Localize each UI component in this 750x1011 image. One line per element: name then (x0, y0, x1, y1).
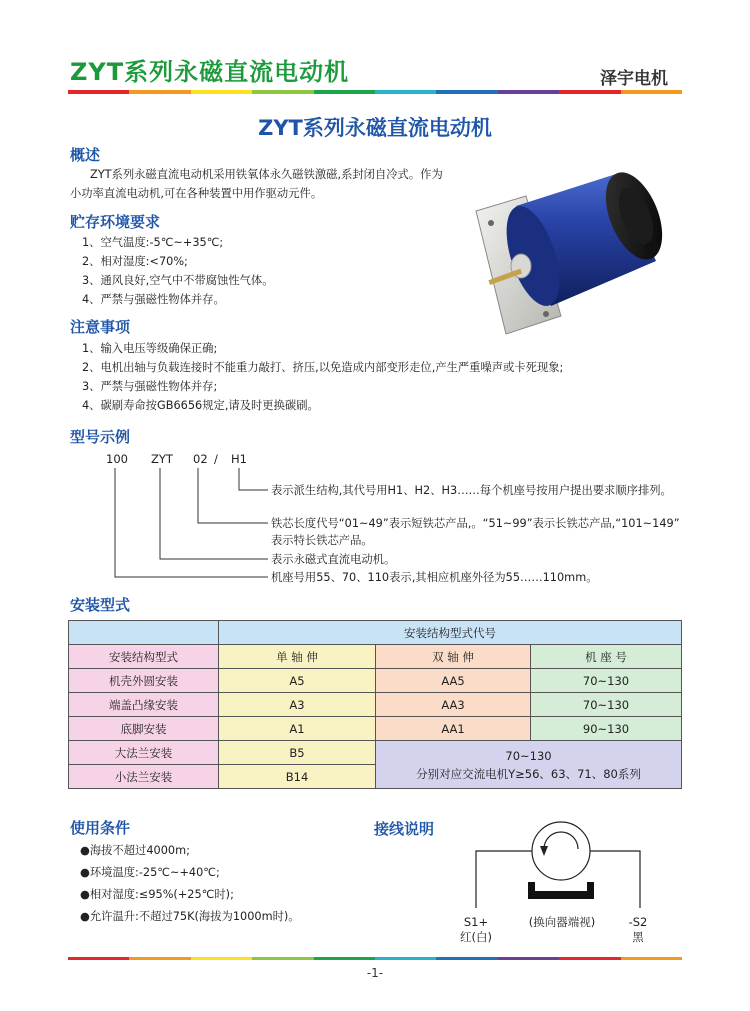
desc-type: 表示永磁式直流电动机。 (271, 553, 396, 566)
list-item: 1、输入电压等级确保正确; (82, 342, 218, 355)
table-cell: 70~130 (531, 693, 682, 717)
list-item: 2、相对湿度:<70%; (82, 255, 188, 268)
list-item: 3、通风良好,空气中不带腐蚀性气体。 (82, 274, 274, 287)
company-name: 泽宇电机 (600, 69, 668, 89)
model-example-heading: 型号示例 (70, 428, 131, 446)
list-item: ●海拔不超过4000m; (80, 844, 190, 857)
table-cell: A5 (219, 669, 376, 693)
model-code-derived: H1 (231, 452, 247, 466)
table-cell: 端盖凸缘安装 (69, 693, 219, 717)
desc-frame: 机座号用55、70、110表示,其相应机座外径为55……110mm。 (271, 571, 598, 584)
table-cell: 大法兰安装 (69, 741, 219, 765)
table-cell: 机壳外圆安装 (69, 669, 219, 693)
mounting-heading: 安装型式 (70, 596, 131, 614)
table-cell: AA1 (376, 717, 531, 741)
model-code-type: ZYT (151, 452, 173, 466)
notes-heading: 注意事项 (70, 318, 131, 336)
merged-line-2: 分别对应交流电机Y≥56、63、71、80系列 (416, 766, 641, 781)
terminal-s2: -S2 (628, 915, 648, 929)
overview-heading: 概述 (70, 146, 101, 164)
overview-line-1: ZYT系列永磁直流电动机采用铁氧体永久磁铁激磁,系封闭自冷式。作为 (90, 168, 443, 181)
commutator-end-view-label: (换向器端视) (528, 915, 596, 929)
list-item: 4、碳刷寿命按GB6656规定,请及时更换碳刷。 (82, 399, 319, 412)
table-merged-cell (376, 741, 682, 789)
table-cell: 90~130 (531, 717, 682, 741)
list-item: 2、电机出轴与负载连接时不能重力敲打、挤压,以免造成内部变形走位,产生严重噪声或卡死现象; (82, 361, 564, 374)
overview-line-2: 小功率直流电动机,可在各种装置中用作驱动元件。 (70, 187, 323, 200)
usage-list (80, 840, 300, 928)
page-title: ZYT系列永磁直流电动机 (258, 116, 492, 140)
table-cell: 70~130 (531, 669, 682, 693)
table-cell: 底脚安装 (69, 717, 219, 741)
table-row (69, 693, 682, 717)
table-cell: AA5 (376, 669, 531, 693)
table-cell: B5 (219, 741, 376, 765)
desc-core-line-2: 表示特长铁芯产品。 (271, 534, 373, 547)
wiring-heading: 接线说明 (374, 820, 435, 838)
table-row (69, 621, 682, 645)
usage-heading: 使用条件 (70, 819, 131, 837)
model-code-core: 02 (193, 452, 208, 466)
list-item: 1、空气温度:-5℃~+35℃; (82, 236, 224, 249)
terminal-s2-color: 黑 (632, 930, 644, 944)
table-cell: B14 (219, 765, 376, 789)
list-item: ●环境温度:-25℃~+40℃; (80, 866, 220, 879)
model-code-separator: / (214, 452, 218, 466)
list-item: 4、严禁与强磁性物体并存。 (82, 293, 225, 306)
table-cell: AA3 (376, 693, 531, 717)
table-header: 单 轴 伸 (219, 645, 376, 669)
list-item: ●允许温升:不超过75K(海拔为1000m时)。 (80, 910, 300, 923)
desc-derived: 表示派生结构,其代号用H1、H2、H3……每个机座号按用户提出要求顺序排列。 (271, 484, 672, 497)
table-row (69, 645, 682, 669)
header-title: ZYT系列永磁直流电动机 (70, 58, 350, 86)
list-item: ●相对湿度:≤95%(+25℃时); (80, 888, 234, 901)
header-color-bar (68, 90, 682, 94)
table-row (69, 717, 682, 741)
page-number: -1- (366, 966, 384, 980)
table-header: 双 轴 伸 (376, 645, 531, 669)
storage-heading: 贮存环境要求 (70, 213, 161, 231)
footer-color-bar (68, 957, 682, 960)
mounting-table (68, 620, 682, 789)
table-group-header: 安装结构型式代号 (219, 621, 682, 645)
table-cell: A1 (219, 717, 376, 741)
list-item: 3、严禁与强磁性物体并存; (82, 380, 218, 393)
desc-core-line-1: 铁芯长度代号“01~49”表示短铁芯产品,。“51~99”表示长铁芯产品,“101~149” (271, 517, 680, 530)
table-cell: A3 (219, 693, 376, 717)
table-row (69, 669, 682, 693)
table-header: 机 座 号 (531, 645, 682, 669)
terminal-s1: S1+ (463, 915, 489, 929)
merged-line-1: 70~130 (505, 748, 552, 763)
model-code-frame: 100 (106, 452, 128, 466)
table-cell: 小法兰安装 (69, 765, 219, 789)
motor-product-image (466, 166, 676, 341)
terminal-s1-color: 红(白) (460, 930, 492, 944)
table-row (69, 741, 682, 765)
storage-list (82, 233, 274, 309)
table-cell (69, 621, 219, 645)
notes-list (82, 339, 563, 415)
table-header: 安装结构型式 (69, 645, 219, 669)
